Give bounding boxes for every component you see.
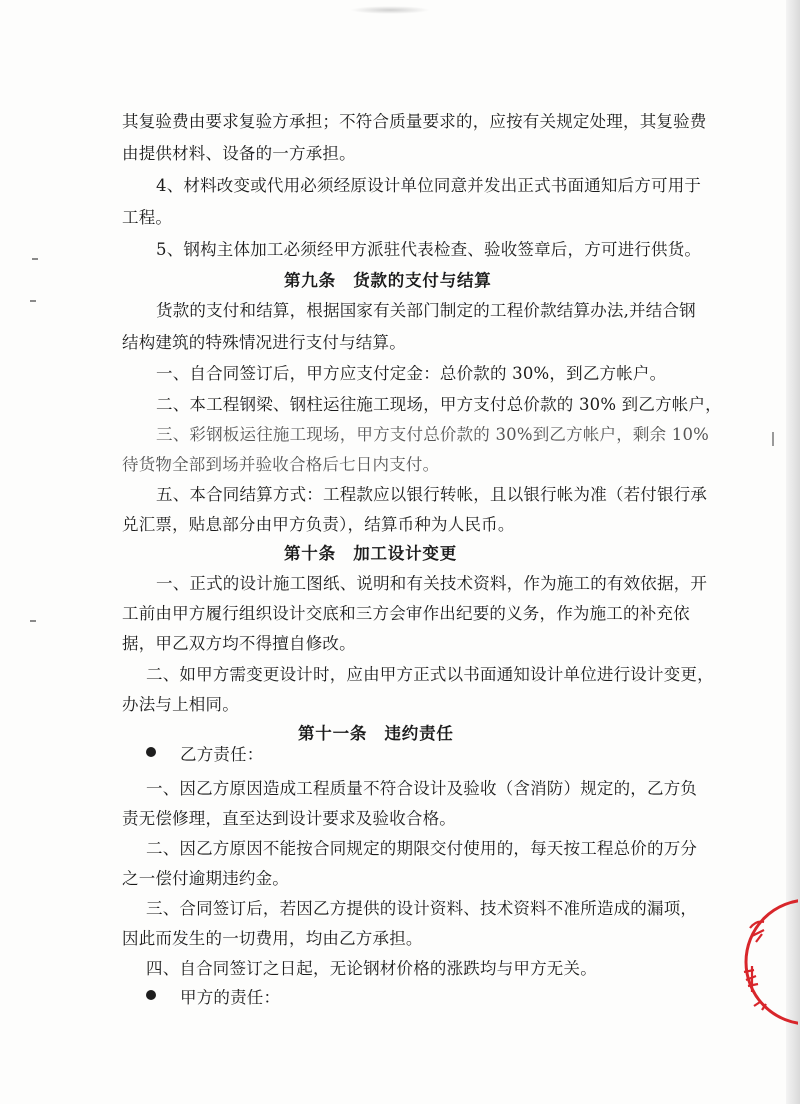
party-b-label: 乙方责任： bbox=[180, 745, 264, 764]
text-line: 一、自合同签订后，甲方应支付定金：总价款的 30%，到乙方帐户。 bbox=[156, 364, 667, 383]
text-line: 三、合同签订后，若因乙方提供的设计资料、技术资料不准所造成的漏项， bbox=[146, 899, 698, 918]
article-11-heading: 第十一条 违约责任 bbox=[298, 724, 454, 743]
text-line: 工程。 bbox=[122, 208, 173, 227]
text-line: 二、如甲方需变更设计时，应由甲方正式以书面通知设计单位进行设计变更， bbox=[146, 665, 714, 684]
text-line: 兑汇票，贴息部分由甲方负责），结算币种为人民币。 bbox=[122, 515, 515, 534]
text-line: 三、彩钢板运往施工现场，甲方支付总价款的 30%到乙方帐户，剩余 10% bbox=[156, 425, 710, 444]
text-line: 五、本合同结算方式：工程款应以银行转帐，且以银行帐为准（若付银行承 bbox=[156, 485, 708, 504]
text-line: 其复验费由要求复验方承担；不符合质量要求的，应按有关规定处理，其复验费 bbox=[122, 112, 707, 131]
text-line: 由提供材料、设备的一方承担。 bbox=[122, 144, 356, 163]
text-line: 二、本工程钢梁、钢柱运往施工现场，甲方支付总价款的 30% 到乙方帐户， bbox=[156, 395, 722, 414]
text-line: 结构建筑的特殊情况进行支付与结算。 bbox=[122, 333, 406, 352]
text-line: 二、因乙方原因不能按合同规定的期限交付使用的，每天按工程总价的万分 bbox=[146, 839, 698, 858]
text-line: 一、正式的设计施工图纸、说明和有关技术资料，作为施工的有效依据，开 bbox=[156, 574, 708, 593]
bullet-icon bbox=[146, 747, 156, 757]
text-line: 因此而发生的一切费用，均由乙方承担。 bbox=[122, 929, 423, 948]
text-line: 四、自合同签订之日起，无论钢材价格的涨跌均与甲方无关。 bbox=[146, 959, 597, 978]
text-line: 工前由甲方履行组织设计交底和三方会审作出纪要的义务，作为施工的补充依 bbox=[122, 604, 690, 623]
text-line: 4、材料改变或代用必须经原设计单位同意并发出正式书面通知后方可用于 bbox=[156, 176, 702, 195]
article-10-heading: 第十条 加工设计变更 bbox=[284, 544, 457, 563]
text-line: 据，甲乙双方均不得擅自修改。 bbox=[122, 634, 356, 653]
text-line: 待货物全部到场并验收合格后七日内支付。 bbox=[122, 455, 440, 474]
bullet-icon bbox=[146, 990, 156, 1000]
party-a-label: 甲方的责任： bbox=[180, 988, 281, 1007]
text-line: 5、钢构主体加工必须经甲方派驻代表检查、验收签章后，方可进行供货。 bbox=[156, 240, 702, 259]
text-line: 责无偿修理，直至达到设计要求及验收合格。 bbox=[122, 809, 456, 828]
article-9-heading: 第九条 货款的支付与结算 bbox=[284, 271, 492, 290]
text-line: 办法与上相同。 bbox=[122, 695, 239, 714]
text-line: 一、因乙方原因造成工程质量不符合设计及验收（含消防）规定的，乙方负 bbox=[146, 779, 698, 798]
company-seal-stamp bbox=[712, 880, 798, 1040]
text-line: 货款的支付和结算，根据国家有关部门制定的工程价款结算办法,并结合钢 bbox=[156, 301, 696, 320]
text-line: 之一偿付逾期违约金。 bbox=[122, 869, 289, 888]
